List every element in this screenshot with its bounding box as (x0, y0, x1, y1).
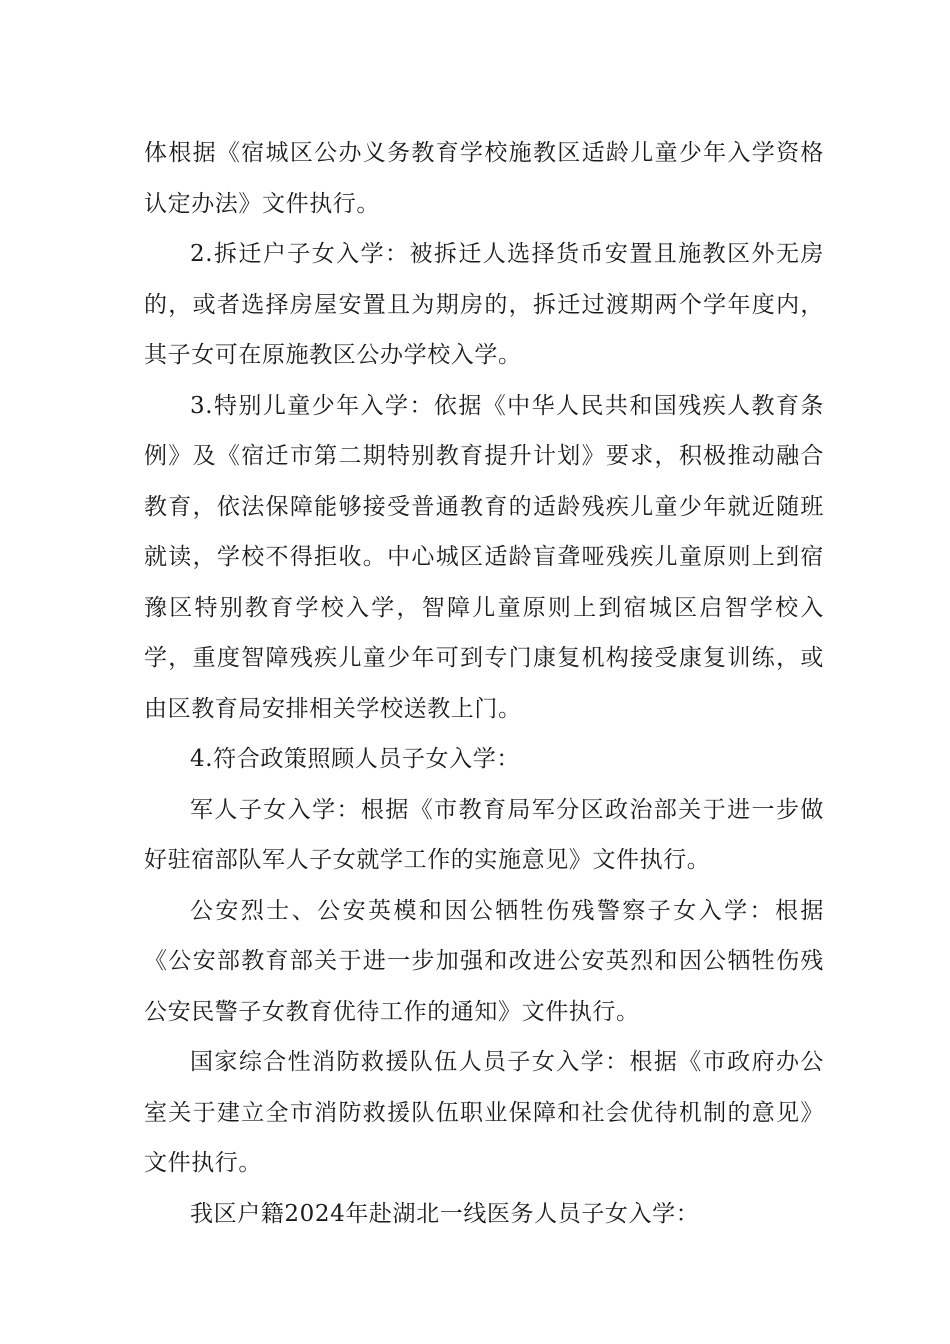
paragraph-special-children: 3.特别儿童少年入学：依据《中华人民共和国残疾人教育条例》及《宿迁市第二期特别教育提升计划》要求，积极推动融合教育，依法保障能够接受普通教育的适龄残疾儿童少年就近随班就读，学校不得拒收。中心城区适龄盲聋哑残疾儿童原则上到宿豫区特别教育学校入学，智障儿童原则上到宿城区启智学校入学，重度智障残疾儿童少年可到专门康复机构接受康复训练，或由区教育局安排相关学校送教上门。 (144, 392, 824, 722)
paragraph-policy-heading: 4.符合政策照顾人员子女入学： (190, 746, 520, 772)
paragraph-relocation-children: 2.拆迁户子女入学：被拆迁人选择货币安置且施教区外无房的，或者选择房屋安置且为期房的，拆迁过渡期两个学年度内，其子女可在原施教区公办学校入学。 (144, 241, 824, 368)
paragraph-police-children: 公安烈士、公安英模和因公牺牲伤残警察子女入学：根据《公安部教育部关于进一步加强和改进公安英烈和因公牺牲伤残公安民警子女教育优待工作的通知》文件执行。 (144, 897, 824, 1025)
paragraph-military-children: 军人子女入学：根据《市教育局军分区政治部关于进一步做好驻宿部队军人子女就学工作的实施意见》文件执行。 (144, 796, 824, 873)
paragraph-continuation: 体根据《宿城区公办义务教育学校施教区适龄儿童少年入学资格认定办法》文件执行。 (144, 140, 824, 217)
paragraph-firefighter-children: 国家综合性消防救援队伍人员子女入学：根据《市政府办公室关于建立全市消防救援队伍职业保障和社会优待机制的意见》文件执行。 (144, 1049, 824, 1176)
document-body (144, 128, 824, 1239)
paragraph-medical-children: 我区户籍2024年赴湖北一线医务人员子女入学： (190, 1200, 700, 1227)
